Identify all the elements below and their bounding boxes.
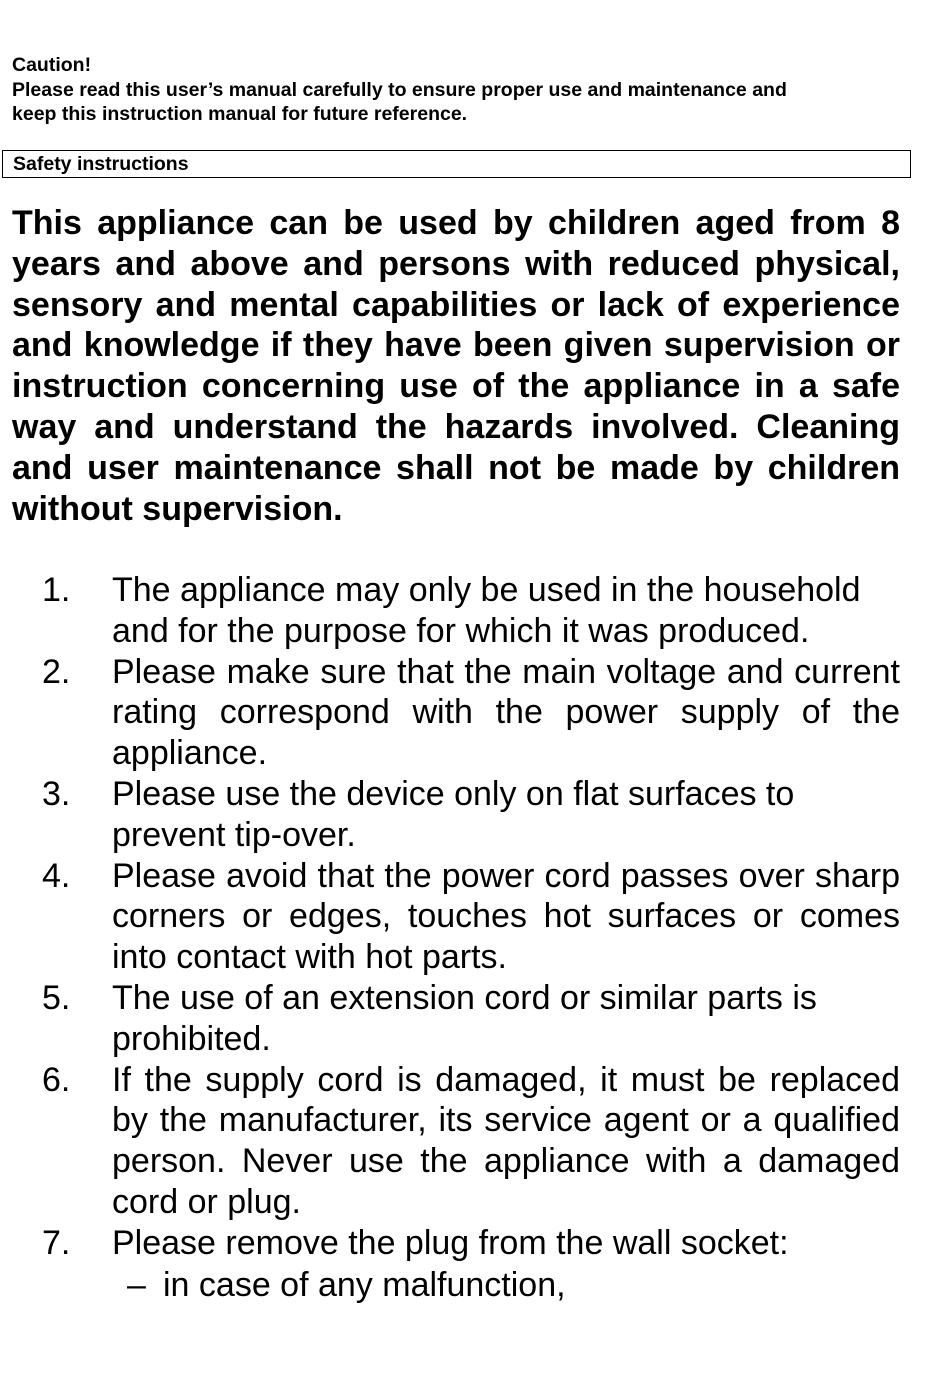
list-item	[0, 978, 950, 1060]
list-item-text: Please use the device only on flat surfaces to prevent tip-over.	[112, 774, 795, 854]
list-item-text: The appliance may only be used in the household and for the purpose for which it was produced.	[112, 571, 861, 650]
list-item-number: 3.	[42, 774, 71, 813]
list-item-text: Please make sure that the main voltage and current rating correspond with the power supply of the appliance.	[112, 652, 900, 773]
list-item-number: 4.	[42, 856, 71, 895]
caution-line-1: Please read this user’s manual carefully to ensure proper use and maintenance and	[12, 78, 787, 101]
list-item	[0, 570, 950, 652]
caution-line-2: keep this instruction manual for future reference.	[12, 103, 468, 125]
list-item	[0, 1223, 950, 1264]
list-item-text: If the supply cord is damaged, it must be replaced by the manufacturer, its service agent or a qualified person. Never use the appliance with a damaged cord or plug.	[112, 1060, 900, 1221]
list-item	[0, 1060, 950, 1223]
dash-bullet: –	[127, 1266, 146, 1304]
list-item-number: 1.	[42, 571, 71, 609]
sub-list	[0, 1265, 950, 1306]
sub-list-item	[127, 1265, 950, 1306]
list-item	[0, 856, 950, 978]
list-item-number: 6.	[42, 1060, 71, 1099]
caution-title: Caution!	[12, 54, 92, 76]
list-item-number: 5.	[42, 978, 71, 1017]
safety-instructions-list	[0, 570, 950, 1264]
children-warning: This appliance can be used by children aged from 8 years and above and persons with reduced physical, sensory and mental capabilities or lack of experience and knowledge if they have been given supervision or instruction concerning use of the appliance in a safe way and understand the hazards involved. Cleaning and user maintenance shall not be made by children without supervision.	[12, 204, 900, 528]
list-item	[0, 774, 950, 856]
sub-list-item-text: in case of any malfunction,	[163, 1266, 566, 1304]
list-item-text: The use of an extension cord or similar parts is prohibited.	[112, 978, 817, 1058]
caution-block	[12, 53, 912, 127]
list-item-number: 2.	[42, 652, 71, 691]
list-item-text: Please avoid that the power cord passes over sharp corners or edges, touches hot surfaces or comes into contact with hot parts.	[112, 856, 900, 977]
list-item	[0, 652, 950, 774]
section-header-box	[2, 150, 911, 178]
section-title: Safety instructions	[13, 153, 189, 175]
list-item-number: 7.	[42, 1223, 71, 1262]
list-item-text: Please remove the plug from the wall socket:	[112, 1223, 789, 1262]
